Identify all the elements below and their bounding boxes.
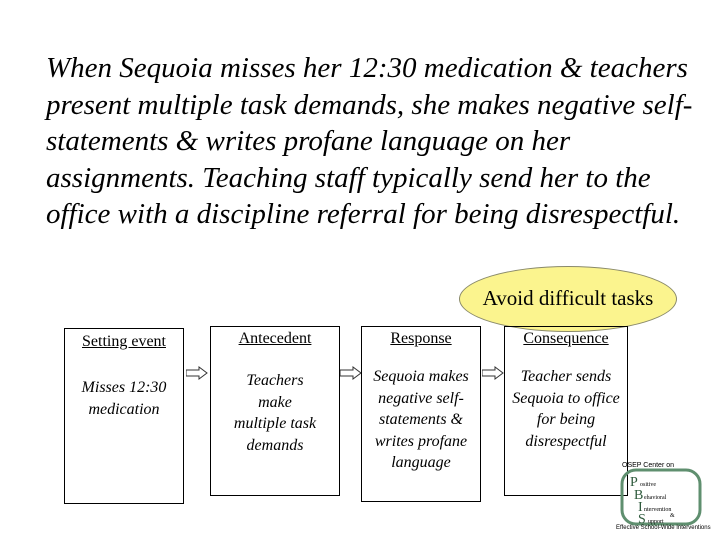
antecedent-box-border	[210, 326, 340, 496]
logo-bottom-text: Effective School-Wide Interventions	[616, 525, 711, 531]
logo-word-s: upport	[648, 519, 664, 525]
consequence-heading: Consequence	[523, 330, 609, 347]
logo-letter-b: B	[634, 488, 644, 503]
response-box	[361, 326, 481, 502]
setting-event-box	[64, 328, 184, 504]
logo-letter-i: I	[638, 500, 643, 515]
consequence-text: Teacher sends Sequoia to office for being disrespectful	[512, 368, 620, 450]
logo-word-i: ntervention	[644, 507, 672, 513]
pbis-logo	[616, 462, 711, 534]
behavior-statement: When Sequoia misses her 12:30 medication & teachers present multiple task demands, she makes negative self-statements & writes profane language on her assignments. Teaching staff typically send her to the office with a discipline referral for being disrespectful.	[46, 52, 693, 230]
function-callout-label: Avoid difficult tasks	[482, 286, 654, 310]
logo-letter-p: P	[630, 475, 638, 490]
logo-amp: &	[670, 513, 675, 519]
arrow-icon	[186, 366, 208, 380]
response-heading: Response	[390, 330, 452, 347]
logo-word-p: ositive	[640, 482, 656, 488]
response-text: Sequoia makes negative self-statements & writes profane language	[373, 368, 469, 471]
function-callout	[459, 266, 677, 332]
setting-event-heading: Setting event	[82, 333, 166, 350]
consequence-box	[504, 326, 628, 496]
logo-letter-s: S	[638, 512, 646, 526]
setting-event-text: Misses 12:30 medication	[81, 379, 167, 418]
arrow-icon	[340, 366, 362, 380]
logo-top-text: OSEP Center on	[622, 462, 675, 469]
antecedent-text: Teachers make multiple task demands	[233, 372, 317, 454]
pbis-logo-mark	[616, 468, 706, 526]
arrow-icon	[482, 366, 504, 380]
logo-word-b: ehavioral	[644, 495, 667, 501]
antecedent-heading: Antecedent	[238, 330, 312, 347]
